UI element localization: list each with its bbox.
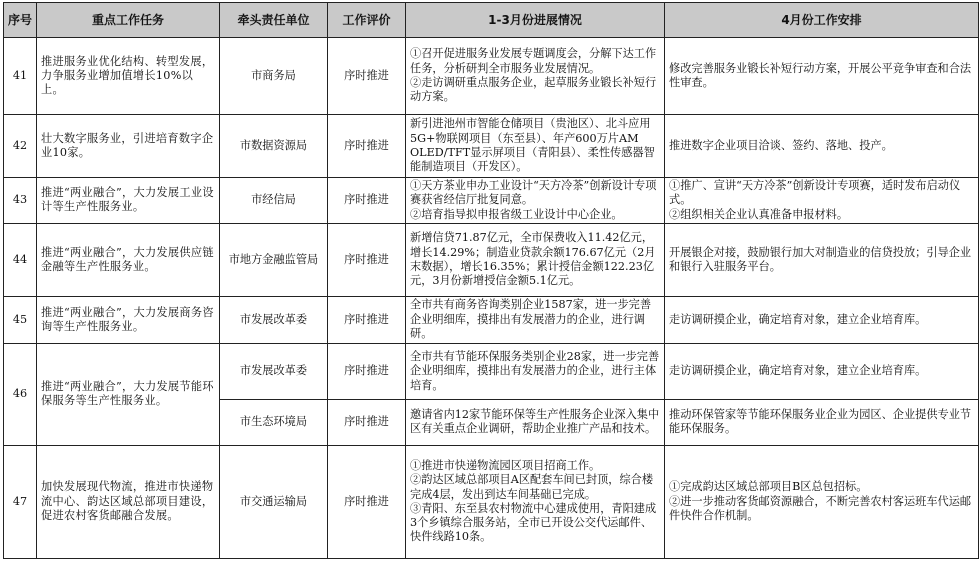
row-task: 壮大数字服务业，引进培育数字企业10家。 — [37, 115, 220, 178]
row-eval: 序时推进 — [328, 178, 406, 224]
progress-item: ①召开促进服务业发展专题调度会，分解下达工作任务，分析研判全市服务业发展情况。 — [410, 47, 657, 75]
row-plan — [665, 343, 979, 399]
row-progress — [406, 178, 665, 224]
row-progress — [406, 399, 665, 445]
row-progress — [406, 38, 665, 115]
plan-item: ①完成韵达区域总部项目B区总包招标。 — [669, 480, 868, 494]
row-seq: 42 — [4, 115, 37, 178]
row-unit: 市商务局 — [220, 38, 328, 115]
progress-item: ②韵达区域总部项目A区配套车间已封顶，综合楼完成4层，发出到达车间基础已完成。 — [410, 473, 654, 501]
row-progress — [406, 296, 665, 343]
plan-item: 走访调研摸企业，确定培育对象，建立企业培育库。 — [669, 312, 927, 326]
plan-item: 推进数字企业项目洽谈、签约、落地、投产。 — [669, 138, 893, 152]
row-plan — [665, 296, 979, 343]
row-unit: 市发展改革委 — [220, 296, 328, 343]
row-eval: 序时推进 — [328, 38, 406, 115]
progress-item: ①天方茶业申办工业设计“天方冷茶”创新设计专项赛获省经信厅批复同意。 — [410, 179, 657, 207]
table-row — [4, 115, 979, 178]
row-seq: 47 — [4, 445, 37, 558]
row-eval: 序时推进 — [328, 399, 406, 445]
table-row — [4, 178, 979, 224]
row-unit: 市地方金融监管局 — [220, 223, 328, 296]
row-seq: 45 — [4, 296, 37, 343]
row-task: 推进“两业融合”，大力发展节能环保服务等生产性服务业。 — [37, 343, 220, 445]
row-plan — [665, 38, 979, 115]
row-task: 推进“两业融合”，大力发展商务咨询等生产性服务业。 — [37, 296, 220, 343]
row-eval: 序时推进 — [328, 115, 406, 178]
row-plan — [665, 399, 979, 445]
row-eval: 序时推进 — [328, 223, 406, 296]
table-row — [4, 38, 979, 115]
row-seq: 41 — [4, 38, 37, 115]
table-row — [4, 445, 979, 558]
row-eval: 序时推进 — [328, 343, 406, 399]
plan-item: 开展银企对接，鼓励银行加大对制造业的信贷投放；引导企业和银行入驻服务平台。 — [669, 245, 972, 273]
row-seq: 43 — [4, 178, 37, 224]
plan-item: 修改完善服务业锻长补短行动方案，开展公平竞争审查和合法性审查。 — [669, 61, 972, 89]
plan-item: 推动环保管家等节能环保服务业企业为园区、企业提供专业节能环保服务。 — [669, 408, 972, 436]
table-row — [4, 296, 979, 343]
row-unit: 市数据资源局 — [220, 115, 328, 178]
progress-item: 新增信贷71.87亿元，全市保费收入11.42亿元，增长14.29%；制造业贷款余额176.67亿元（2月末数据），增长16.35%；累计授信金额122.23亿元，3月份新增授信金额5.1亿元。 — [410, 231, 656, 288]
header-seq: 序号 — [4, 3, 37, 38]
progress-item: 全市共有节能环保服务类别企业28家，进一步完善企业明细库，摸排出有发展潜力的企业，进行主体培育。 — [410, 349, 660, 392]
table-header-row — [4, 3, 979, 38]
row-eval: 序时推进 — [328, 296, 406, 343]
row-plan — [665, 445, 979, 558]
plan-item: ②进一步推动客货邮资源融合，不断完善农村客运班车代运邮件快件合作机制。 — [669, 494, 972, 523]
row-task: 加快发展现代物流，推进市快递物流中心、韵达区域总部项目建设，促进农村客货邮融合发展。 — [37, 445, 220, 558]
row-eval: 序时推进 — [328, 445, 406, 558]
progress-item: ②走访调研重点服务企业，起草服务业锻长补短行动方案。 — [410, 76, 657, 104]
progress-item: ①推进市快递物流园区项目招商工作。 — [410, 459, 601, 472]
row-progress — [406, 115, 665, 178]
row-task: 推进“两业融合”，大力发展供应链金融等生产性服务业。 — [37, 223, 220, 296]
row-unit: 市交通运输局 — [220, 445, 328, 558]
row-progress — [406, 223, 665, 296]
row-progress — [406, 445, 665, 558]
header-task: 重点工作任务 — [37, 3, 220, 38]
row-progress — [406, 343, 665, 399]
header-plan: 4月份工作安排 — [665, 3, 979, 38]
row-task: 推进“两业融合”，大力发展工业设计等生产性服务业。 — [37, 178, 220, 224]
row-plan — [665, 115, 979, 178]
progress-item: 新引进池州市智能仓储项目（贵池区）、北斗应用5G+物联网项目（东至县）、年产600万片AM OLED/TFT显示屏项目（青阳县）、柔性传感器智能制造项目（开发区）。 — [410, 117, 655, 174]
progress-item: ②培育指导拟申报省级工业设计中心企业。 — [410, 207, 623, 221]
plan-item: ②组织相关企业认真准备申报材料。 — [669, 207, 849, 221]
header-progress: 1-3月份进展情况 — [406, 3, 665, 38]
row-unit: 市经信局 — [220, 178, 328, 224]
progress-item: 全市共有商务咨询类别企业1587家，进一步完善企业明细库，摸排出有发展潜力的企业，进行调研。 — [410, 298, 652, 341]
header-unit: 牵头责任单位 — [220, 3, 328, 38]
row-seq: 44 — [4, 223, 37, 296]
row-task: 推进服务业优化结构、转型发展，力争服务业增加值增长10%以上。 — [37, 38, 220, 115]
table-row — [4, 343, 979, 399]
plan-item: ①推广、宣讲“天方冷茶”创新设计专项赛，适时发布启动仪式。 — [669, 179, 961, 207]
header-eval: 工作评价 — [328, 3, 406, 38]
row-seq: 46 — [4, 343, 37, 445]
row-plan — [665, 223, 979, 296]
progress-item: 邀请省内12家节能环保等生产性服务企业深入集中区有关重点企业调研，帮助企业推广产品和技术。 — [410, 408, 660, 436]
work-task-table — [3, 2, 979, 559]
row-plan — [665, 178, 979, 224]
row-unit: 市生态环境局 — [220, 399, 328, 445]
table-row — [4, 223, 979, 296]
row-unit: 市发展改革委 — [220, 343, 328, 399]
plan-item: 走访调研摸企业，确定培育对象，建立企业培育库。 — [669, 364, 927, 378]
progress-item: ③青阳、东至县农村物流中心建成使用，青阳建成3个乡镇综合服务站，全市已开设公交代运邮件、快件线路10条。 — [410, 501, 657, 544]
